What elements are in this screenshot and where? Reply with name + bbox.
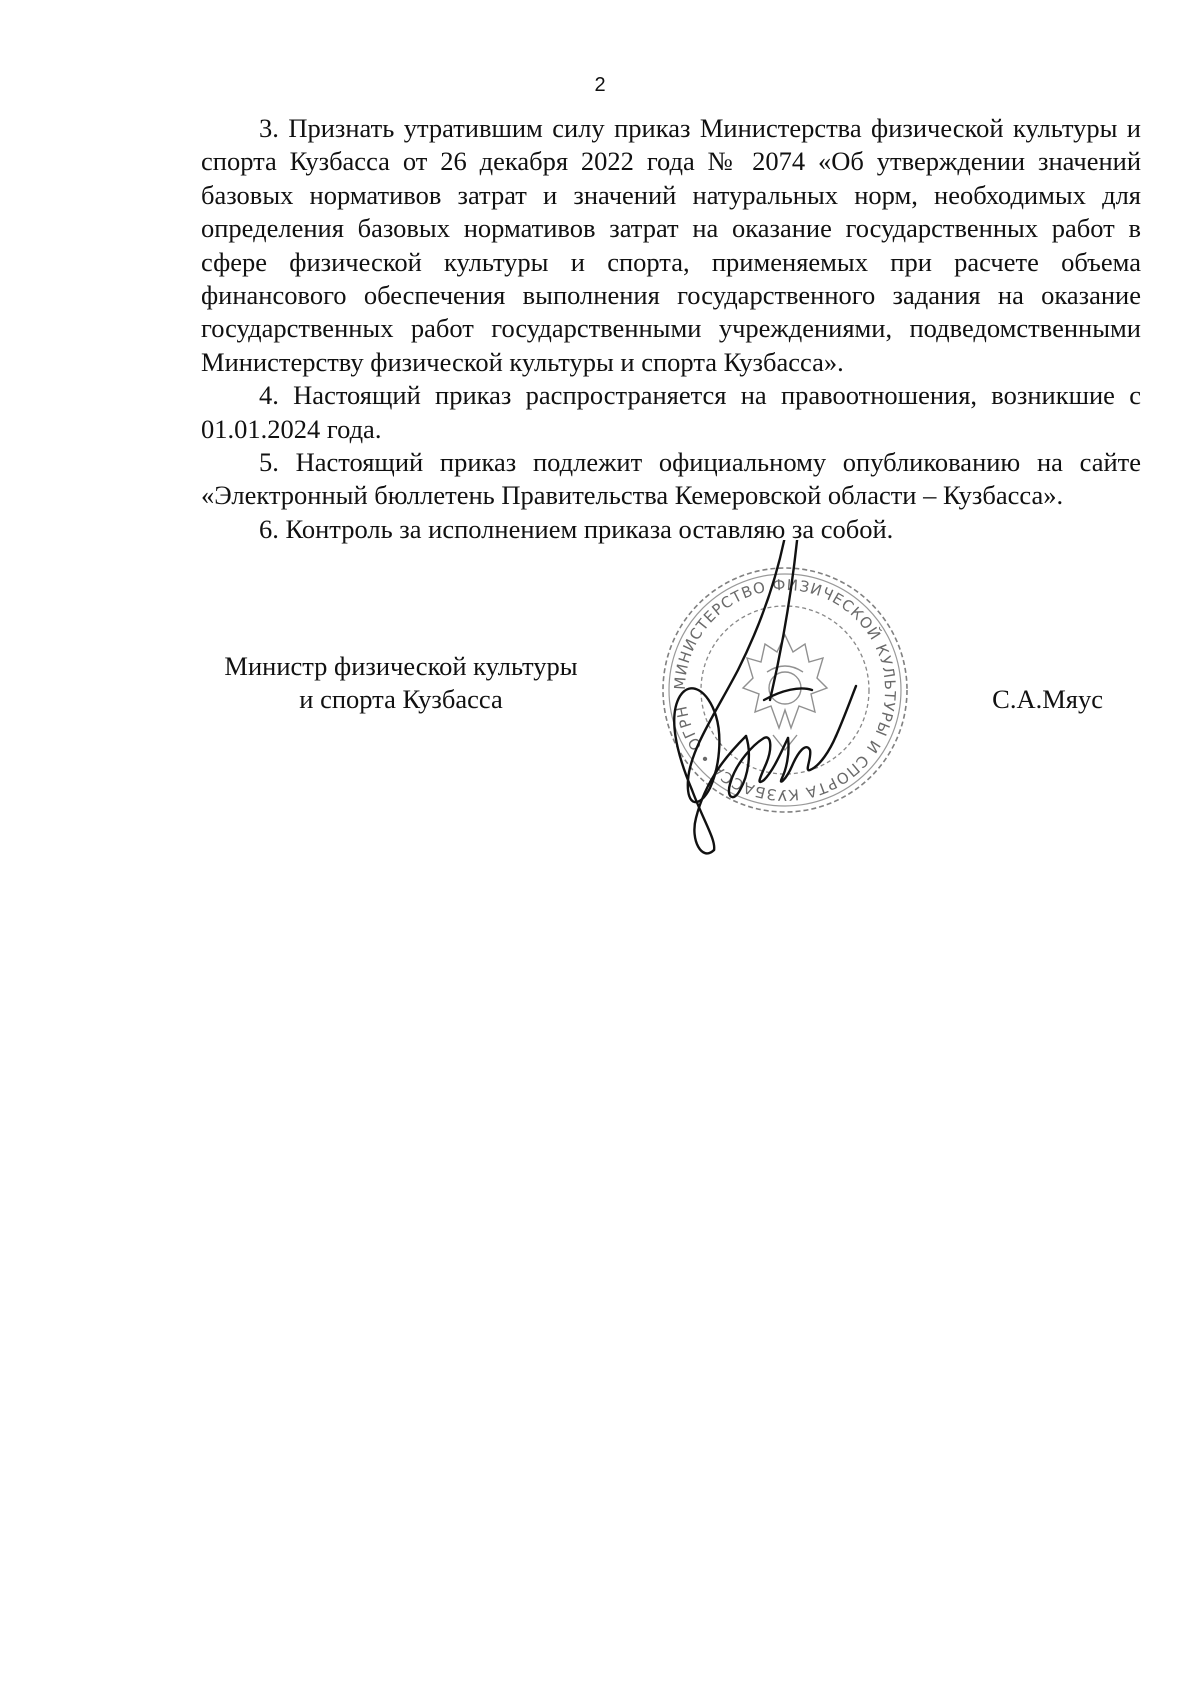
svg-text:МИНИСТЕРСТВО ФИЗИЧЕСКОЙ КУЛЬТУ: МИНИСТЕРСТВО ФИЗИЧЕСКОЙ КУЛЬТУРЫ И СПОРТА КУЗБАССА • ОГРН [670, 575, 900, 805]
paragraph-6: 6. Контроль за исполнением приказа оставляю за собой. [259, 513, 894, 544]
document-body [201, 112, 1141, 546]
position-line-2: и спорта Кузбасса [299, 684, 503, 715]
paragraph-5: 5. Настоящий приказ подлежит официальному опубликованию на сайте «Электронный бюллетень Правительства Кемеровской области – Кузбасса». [201, 447, 1141, 511]
position-line-1: Министр физической культуры [224, 651, 578, 681]
paragraph-4: 4. Настоящий приказ распространяется на правоотношения, возникшие с 01.01.2024 года. [201, 380, 1141, 444]
signatory-position [201, 650, 601, 717]
page-number: 2 [594, 74, 606, 96]
paragraph-3: 3. Признать утратившим силу приказ Министерства физической культуры и спорта Кузбасса от 26 декабря 2022 года № 2074 «Об утверждении значений базовых нормативов затрат и значений натуральных норм, необходимых для определения базовых нормативов затрат на оказание государственных работ в сфере физической культуры и спорта, применяемых при расчете объема финансового обеспечения выполнения государственного задания на оказание государственных работ государственными учреждениями, подведомственными Министерству физической культуры и спорта Кузбасса». [201, 113, 1141, 377]
handwritten-signature [660, 540, 920, 880]
signatory-name: С.А.Мяус [992, 684, 1103, 714]
